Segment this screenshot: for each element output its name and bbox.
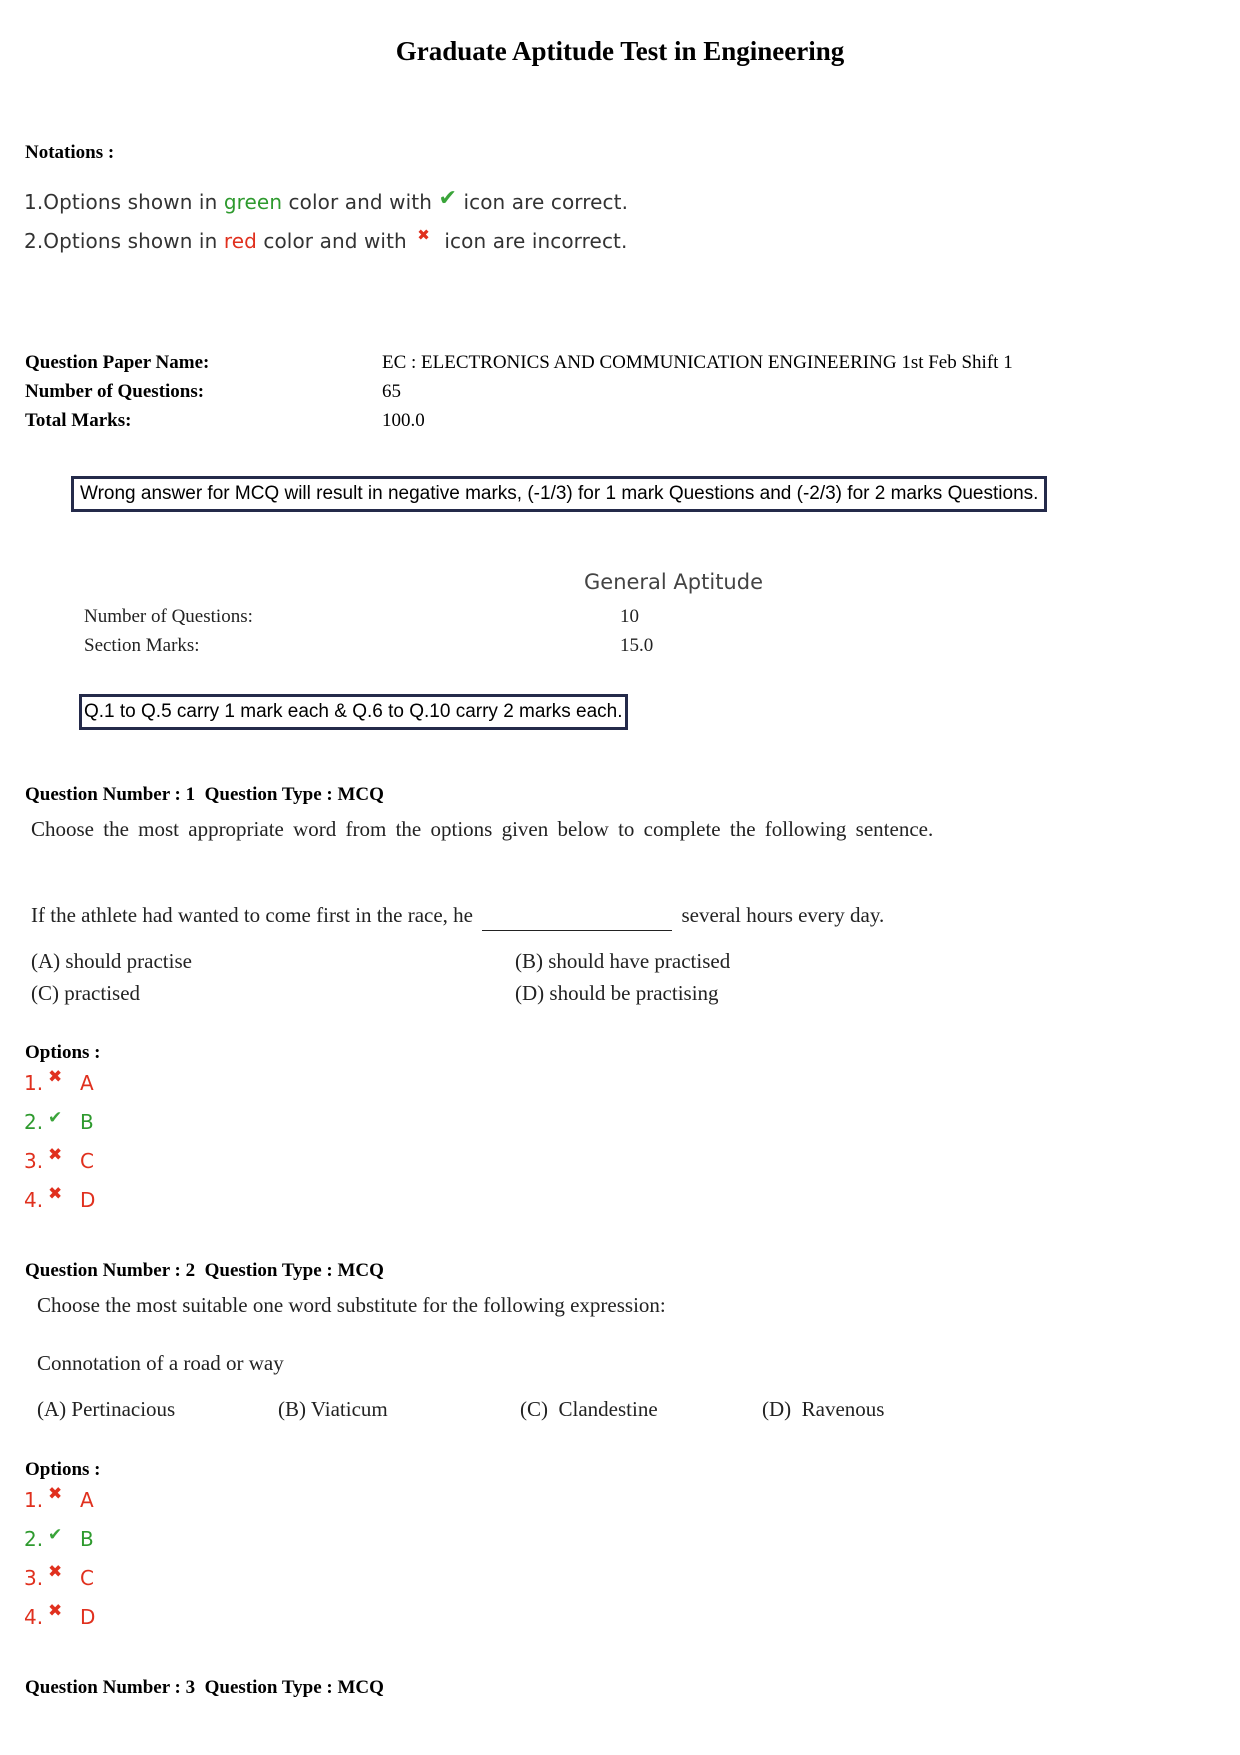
q1-choice-d: (D) should be practising (515, 981, 719, 1005)
q2-option-4-letter: D (80, 1605, 96, 1629)
q1-option-2[interactable] (24, 1110, 94, 1134)
check-icon: ✔ (438, 186, 457, 211)
q2-option-3-letter: C (80, 1566, 94, 1590)
q2-options-label: Options : (25, 1459, 101, 1480)
notation-2-suffix: icon are incorrect. (437, 229, 628, 253)
q2-option-4[interactable] (24, 1601, 96, 1629)
notations-heading: Notations : (25, 142, 115, 163)
paper-name-label: Question Paper Name: (25, 352, 210, 373)
paper-count-value: 65 (382, 381, 401, 402)
q2-text: Choose the most suitable one word substitute for the following expression: (37, 1293, 666, 1317)
q1-option-1-letter: A (80, 1071, 94, 1095)
notation-1-color-word: green (223, 190, 283, 214)
paper-name-value: EC : ELECTRONICS AND COMMUNICATION ENGINEERING 1st Feb Shift 1 (382, 352, 1013, 373)
cross-icon: ✖ (417, 226, 430, 244)
cross-icon: ✖ (48, 1145, 63, 1165)
q2-option-1-num: 1. (24, 1488, 44, 1512)
q2-option-1-letter: A (80, 1488, 94, 1512)
q1-option-4-letter: D (80, 1188, 96, 1212)
q1-option-3[interactable] (24, 1145, 94, 1173)
paper-count-label: Number of Questions: (25, 381, 205, 402)
q2-option-2[interactable] (24, 1527, 94, 1551)
q2-option-3[interactable] (24, 1562, 94, 1590)
paper-marks-label: Total Marks: (25, 410, 132, 431)
q1-option-4-num: 4. (24, 1188, 44, 1212)
q2-choice-d: (D) Ravenous (762, 1397, 885, 1421)
q1-option-4[interactable] (24, 1184, 96, 1212)
cross-icon: ✖ (48, 1067, 63, 1087)
notation-line-2 (24, 226, 628, 253)
cross-icon: ✖ (48, 1601, 63, 1621)
notation-1-prefix: 1.Options shown in (24, 190, 224, 214)
notation-2-prefix: 2.Options shown in (24, 229, 224, 253)
page-title: Graduate Aptitude Test in Engineering (395, 36, 845, 66)
q1-option-2-letter: B (80, 1110, 94, 1134)
section-name: General Aptitude (584, 570, 763, 594)
q1-option-1-num: 1. (24, 1071, 44, 1095)
q1-sentence-end: several hours every day. (681, 903, 885, 927)
paper-marks-value: 100.0 (382, 410, 425, 431)
q1-options-label: Options : (25, 1042, 101, 1063)
q2-option-4-num: 4. (24, 1605, 44, 1629)
q2-option-3-num: 3. (24, 1566, 44, 1590)
q2-header: Question Number : 2 Question Type : MCQ (25, 1260, 384, 1281)
q1-option-3-letter: C (80, 1149, 94, 1173)
q1-sentence (31, 900, 884, 931)
q1-sentence-start: If the athlete had wanted to come first in the race, he (31, 903, 473, 927)
q2-choice-c: (C) Clandestine (520, 1397, 658, 1421)
q2-option-1[interactable] (24, 1484, 94, 1512)
q2-choice-b: (B) Viaticum (278, 1397, 388, 1421)
q2-expression: Connotation of a road or way (37, 1351, 284, 1375)
notation-1-middle: color and with (282, 190, 439, 214)
q1-option-1[interactable] (24, 1067, 94, 1095)
q1-choice-a: (A) should practise (31, 949, 192, 973)
q2-option-2-num: 2. (24, 1527, 44, 1551)
negative-marks-note: Wrong answer for MCQ will result in negative marks, (-1/3) for 1 mark Questions and (-2/3) for 2 marks Questions. (71, 476, 1047, 512)
notation-line-1 (24, 186, 629, 215)
notation-1-suffix: icon are correct. (456, 190, 629, 214)
section-count-label: Number of Questions: (84, 606, 253, 627)
q1-option-2-num: 2. (24, 1110, 44, 1134)
section-marks-value: 15.0 (620, 635, 654, 656)
q1-header: Question Number : 1 Question Type : MCQ (25, 784, 384, 805)
q2-choice-a: (A) Pertinacious (37, 1397, 176, 1421)
q1-choice-c: (C) practised (31, 981, 141, 1005)
check-icon: ✔ (48, 1108, 63, 1128)
q3-header: Question Number : 3 Question Type : MCQ (25, 1677, 384, 1698)
cross-icon: ✖ (48, 1184, 63, 1204)
q1-blank (482, 900, 672, 931)
q1-text: Choose the most appropriate word from the options given below to complete the following sentence. (31, 817, 934, 841)
q1-choice-b: (B) should have practised (515, 949, 731, 973)
section-marks-note: Q.1 to Q.5 carry 1 mark each & Q.6 to Q.10 carry 2 marks each. (79, 694, 628, 730)
cross-icon: ✖ (48, 1562, 63, 1582)
notation-2-middle: color and with (256, 229, 414, 253)
check-icon: ✔ (48, 1525, 63, 1545)
cross-icon: ✖ (48, 1484, 63, 1504)
notation-2-color-word: red (223, 229, 257, 253)
q2-option-2-letter: B (80, 1527, 94, 1551)
section-count-value: 10 (620, 606, 639, 627)
q1-option-3-num: 3. (24, 1149, 44, 1173)
section-marks-label: Section Marks: (84, 635, 200, 656)
